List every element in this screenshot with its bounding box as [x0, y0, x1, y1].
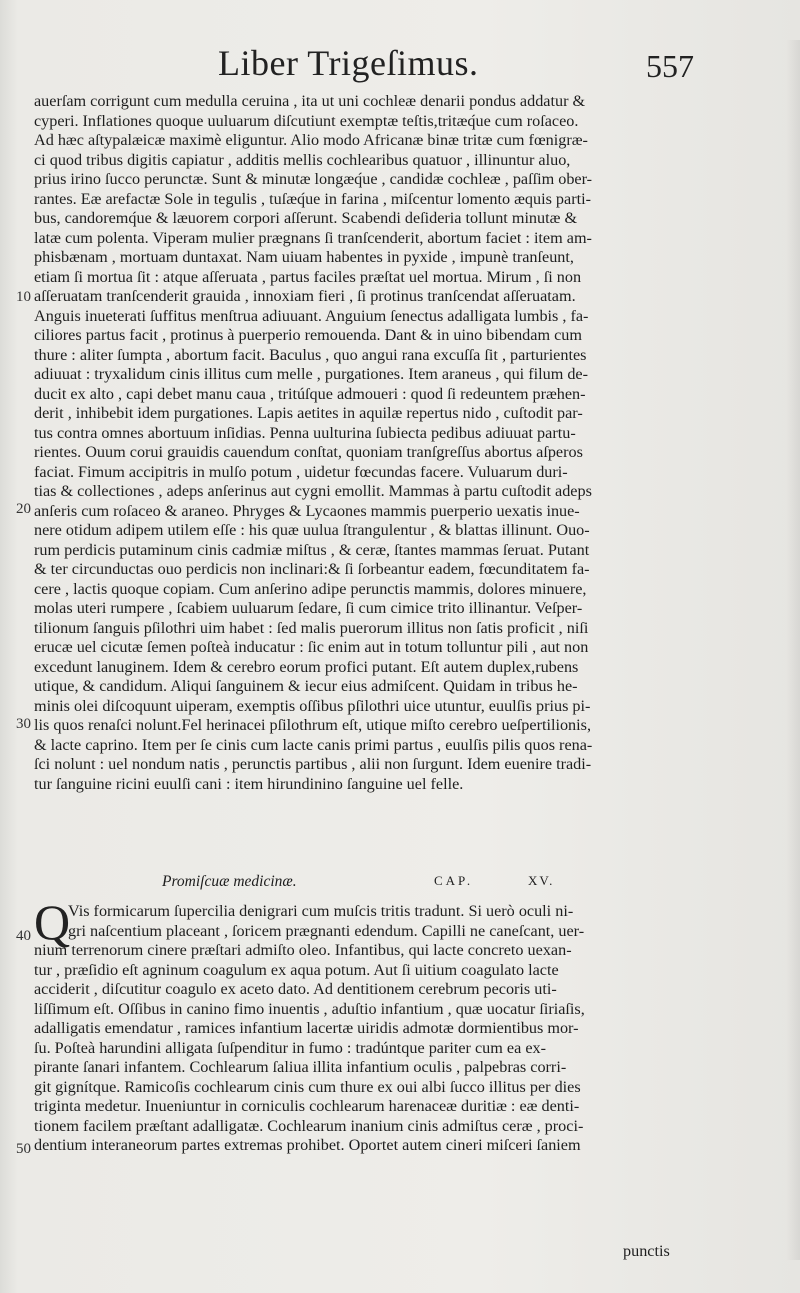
text-line: ciliores partus facit , protinus à puerperio remouenda. Dant & in uino bibendam cum [34, 326, 582, 344]
text-line: thure : aliter ſumpta , abortum facit. Baculus , quo angui rana excuſſa ſit , parturientes [34, 345, 587, 364]
text-line: minis olei diſcoquunt uiperam, exemptis oſſibus pſilothri uice utuntur, euulſis prius pi- [34, 696, 591, 715]
line-number-margin: 30 [16, 716, 31, 732]
text-line: nere otidum adipem utilem eſſe : his quæ uulua ſtrangulentur , & blattas illinunt. Ouo- [34, 521, 590, 539]
text-line: tionem facilem præſtant adalligatæ. Cochlearum inanium cinis admiſtus ceræ , proci- [34, 1116, 584, 1135]
text-line: phisbænam , mortuam duntaxat. Nam uiuam habentes in pyxide , impunè tranſeunt, [34, 248, 574, 266]
text-line: tias & collectiones , adeps anſerinus aut cygni emollit. Mammas à partu cuſtodit adeps [34, 482, 592, 500]
text-line: adalligatis emendatur , ramices infantium lacertæ uiridis admotæ dormientibus mor- [34, 1019, 579, 1037]
text-line: ducit ex alto , capi debet manu caua , tritúſque admoueri : quod ſi redeuntem præhen- [34, 384, 586, 403]
text-line: ci quod tribus digitis capiatur , additis mellis cochlearibus quatuor , illinuntur aluo, [34, 150, 571, 169]
line-number-margin: 50 [16, 1141, 31, 1157]
text-line: gri naſcentium placeant , ſoricem prægnanti edendum. Capilli ne caneſcant, uer- [68, 921, 585, 940]
line-number-margin: 40 [16, 928, 31, 944]
body-text [34, 92, 684, 794]
text-line: Vis formicarum ſupercilia denigrari cum muſcis tritis tradunt. Si uerò oculi ni- [68, 902, 574, 920]
text-line: ſu. Poſteà harundini alligata ſuſpenditur in fumo : tradúntque pariter cum ea ex- [34, 1038, 547, 1057]
running-title: Liber Trigeſimus. [218, 43, 479, 83]
text-line: ſci nolunt : uel nondum natis , perunctis partibus , alii non ſurgunt. Idem euenire tradi- [34, 755, 592, 773]
drop-cap: Q [34, 894, 71, 950]
page-header [0, 42, 800, 92]
text-line: dentium interaneorum partes extremas prohibet. Oportet autem cineri miſceri ſaniem [34, 1136, 581, 1154]
text-line: rientes. Ouum corui grauidis cauendum conſtat, quoniam tranſgreſſus abortus aſperos [34, 443, 583, 461]
text-line: liſſimum eſt. Oſſibus in canino fimo inuentis , aduſtio infantium , quæ uocatur ſiriaſis, [34, 999, 585, 1018]
text-line: latæ cum polenta. Viperam mulier prægnans ſi tranſcenderit, abortum faciet : item am- [34, 228, 592, 247]
chapter-text [34, 894, 684, 1156]
text-line: erucæ uel cicutæ ſemen poſteà inducatur : ſic enim aut in totum tolluntur pili , aut non [34, 638, 589, 656]
text-line: rum perdicis putaminum cinis cadmiæ miſtus , & ceræ, ſtantes mammas ſeruat. Putant [34, 540, 590, 559]
text-line: Anguis inueterati ſuffitus menſtrua adiuuant. Anguium ſenectus adalligata lumbis , fa- [34, 306, 589, 325]
text-line: adiuuat : tryxalidum cinis illitus cum melle , purgationes. Item araneus , qui filum de- [34, 365, 589, 383]
text-line: auerſam corrigunt cum medulla ceruina , ita ut uni cochleæ denarii pondus addatur & [34, 92, 586, 110]
text-line: rantes. Eæ arefactæ Sole in tegulis , tuſæq́ue in farina , miſcentur lomento æquis parti- [34, 189, 591, 208]
text-line: utique, & candidum. Aliqui ſanguinem & iecur eius admiſcent. Quidam in tribus he- [34, 677, 578, 695]
text-line: tus contra omnes abortuum inſidias. Penna uulturina ſubiecta pedibus adiuuat partu- [34, 423, 576, 442]
text-line: & lacte caprino. Item per ſe cinis cum lacte canis primi partus , euulſis pilis quos rena- [34, 735, 593, 754]
text-line: acciderit , diſcutitur coagulo ex aceto dato. Ad dentitionem cerebrum pecoris uti- [34, 980, 557, 998]
line-number-margin: 10 [16, 289, 31, 305]
text-line: Ad hæc aſtypalæicæ maximè eliguntur. Alio modo Africanæ binæ tritæ cum fœnigræ- [34, 131, 588, 149]
text-line: git gignítque. Ramicoſis cochlearum cinis cum thure ex oui albi ſucco illitus per dies [34, 1077, 581, 1096]
text-line: molas uteri rumpere , ſcabiem uuluarum ſedare, ſi cum cimice trito illinantur. Veſper- [34, 599, 583, 617]
text-line: excedunt lanuginem. Idem & cerebro eorum profici putant. Eſt autem duplex,rubens [34, 657, 579, 676]
text-line: pirante ſanari infantem. Cochlearum ſaliua illita infantium oculis , palpebras corri- [34, 1058, 567, 1076]
text-line: anſeris cum roſaceo & araneo. Phryges & Lycaones mammis puerperio uexatis inue- [34, 501, 580, 520]
text-line: nium terrenorum cinere præſtari admiſto oleo. Infantibus, qui lacte concreto uexan- [34, 941, 572, 959]
chapter-title: Promiſcuæ medicinæ. [162, 873, 297, 890]
page-edge-shadow [786, 40, 800, 1260]
catchword: punctis [623, 1242, 670, 1260]
text-line: cere , lactis quoque copiam. Cum anſerino adipe perunctis mammis, dolores minuere, [34, 579, 587, 598]
chapter-heading [34, 873, 684, 893]
text-line: & ter circunductas ouo perdicis non inclinari:& ſi ſorbeantur eadem, fœcunditatem fa- [34, 560, 590, 578]
page-number: 557 [646, 48, 694, 84]
text-line: etiam ſi mortua ſit : atque aſſeruata , partus faciles præſtat uel mortua. Mirum , ſi non [34, 267, 582, 286]
text-line: triginta medetur. Inueniuntur in corniculis cochlearum harenaceæ duritiæ : eæ denti- [34, 1097, 580, 1115]
text-line: faciat. Fimum accipitris in mulſo potum , uidetur fœcundas facere. Vuluarum duri- [34, 462, 568, 481]
text-line: bus, candoremq́ue & læuorem corpori aſſerunt. Scabendi deſideria tollunt minutæ & [34, 209, 578, 227]
line-number-margin: 20 [16, 501, 31, 517]
text-line: tur , præſidio eſt agninum coagulum ex aqua potum. Aut ſi uitium coagulato lacte [34, 960, 559, 979]
chapter-number: XV. [528, 873, 555, 888]
text-line: prius irino ſucco perunctæ. Sunt & minutæ longæq́ue , candidæ cochleæ , paſſim ober- [34, 170, 593, 188]
text-line: cyperi. Inflationes quoque uuluarum diſcutiunt exemptæ teſtis,tritæq́ue cum roſaceo. [34, 111, 579, 130]
text-line: tur ſanguine ricini euulſi cani : item hirundinino ſanguine uel felle. [34, 774, 464, 793]
text-line: derit , inhibebit idem purgationes. Lapis aetites in aquilæ repertus nido , cuſtodit par- [34, 404, 583, 422]
text-line: tilionum ſanguis pſilothri uim habet : ſed malis puerorum illitus non ſatis proficit , niſi [34, 618, 589, 637]
text-line: lis quos renaſci nolunt.Fel herinacei pſilothrum eſt, utique miſto cerebro ueſpertilionis, [34, 716, 591, 734]
text-line: aſſeruatam tranſcenderit grauida , innoxiam fieri , ſi protinus tranſcendat aſſeruatam. [34, 287, 576, 305]
chapter-cap-label: CAP. [434, 873, 474, 888]
